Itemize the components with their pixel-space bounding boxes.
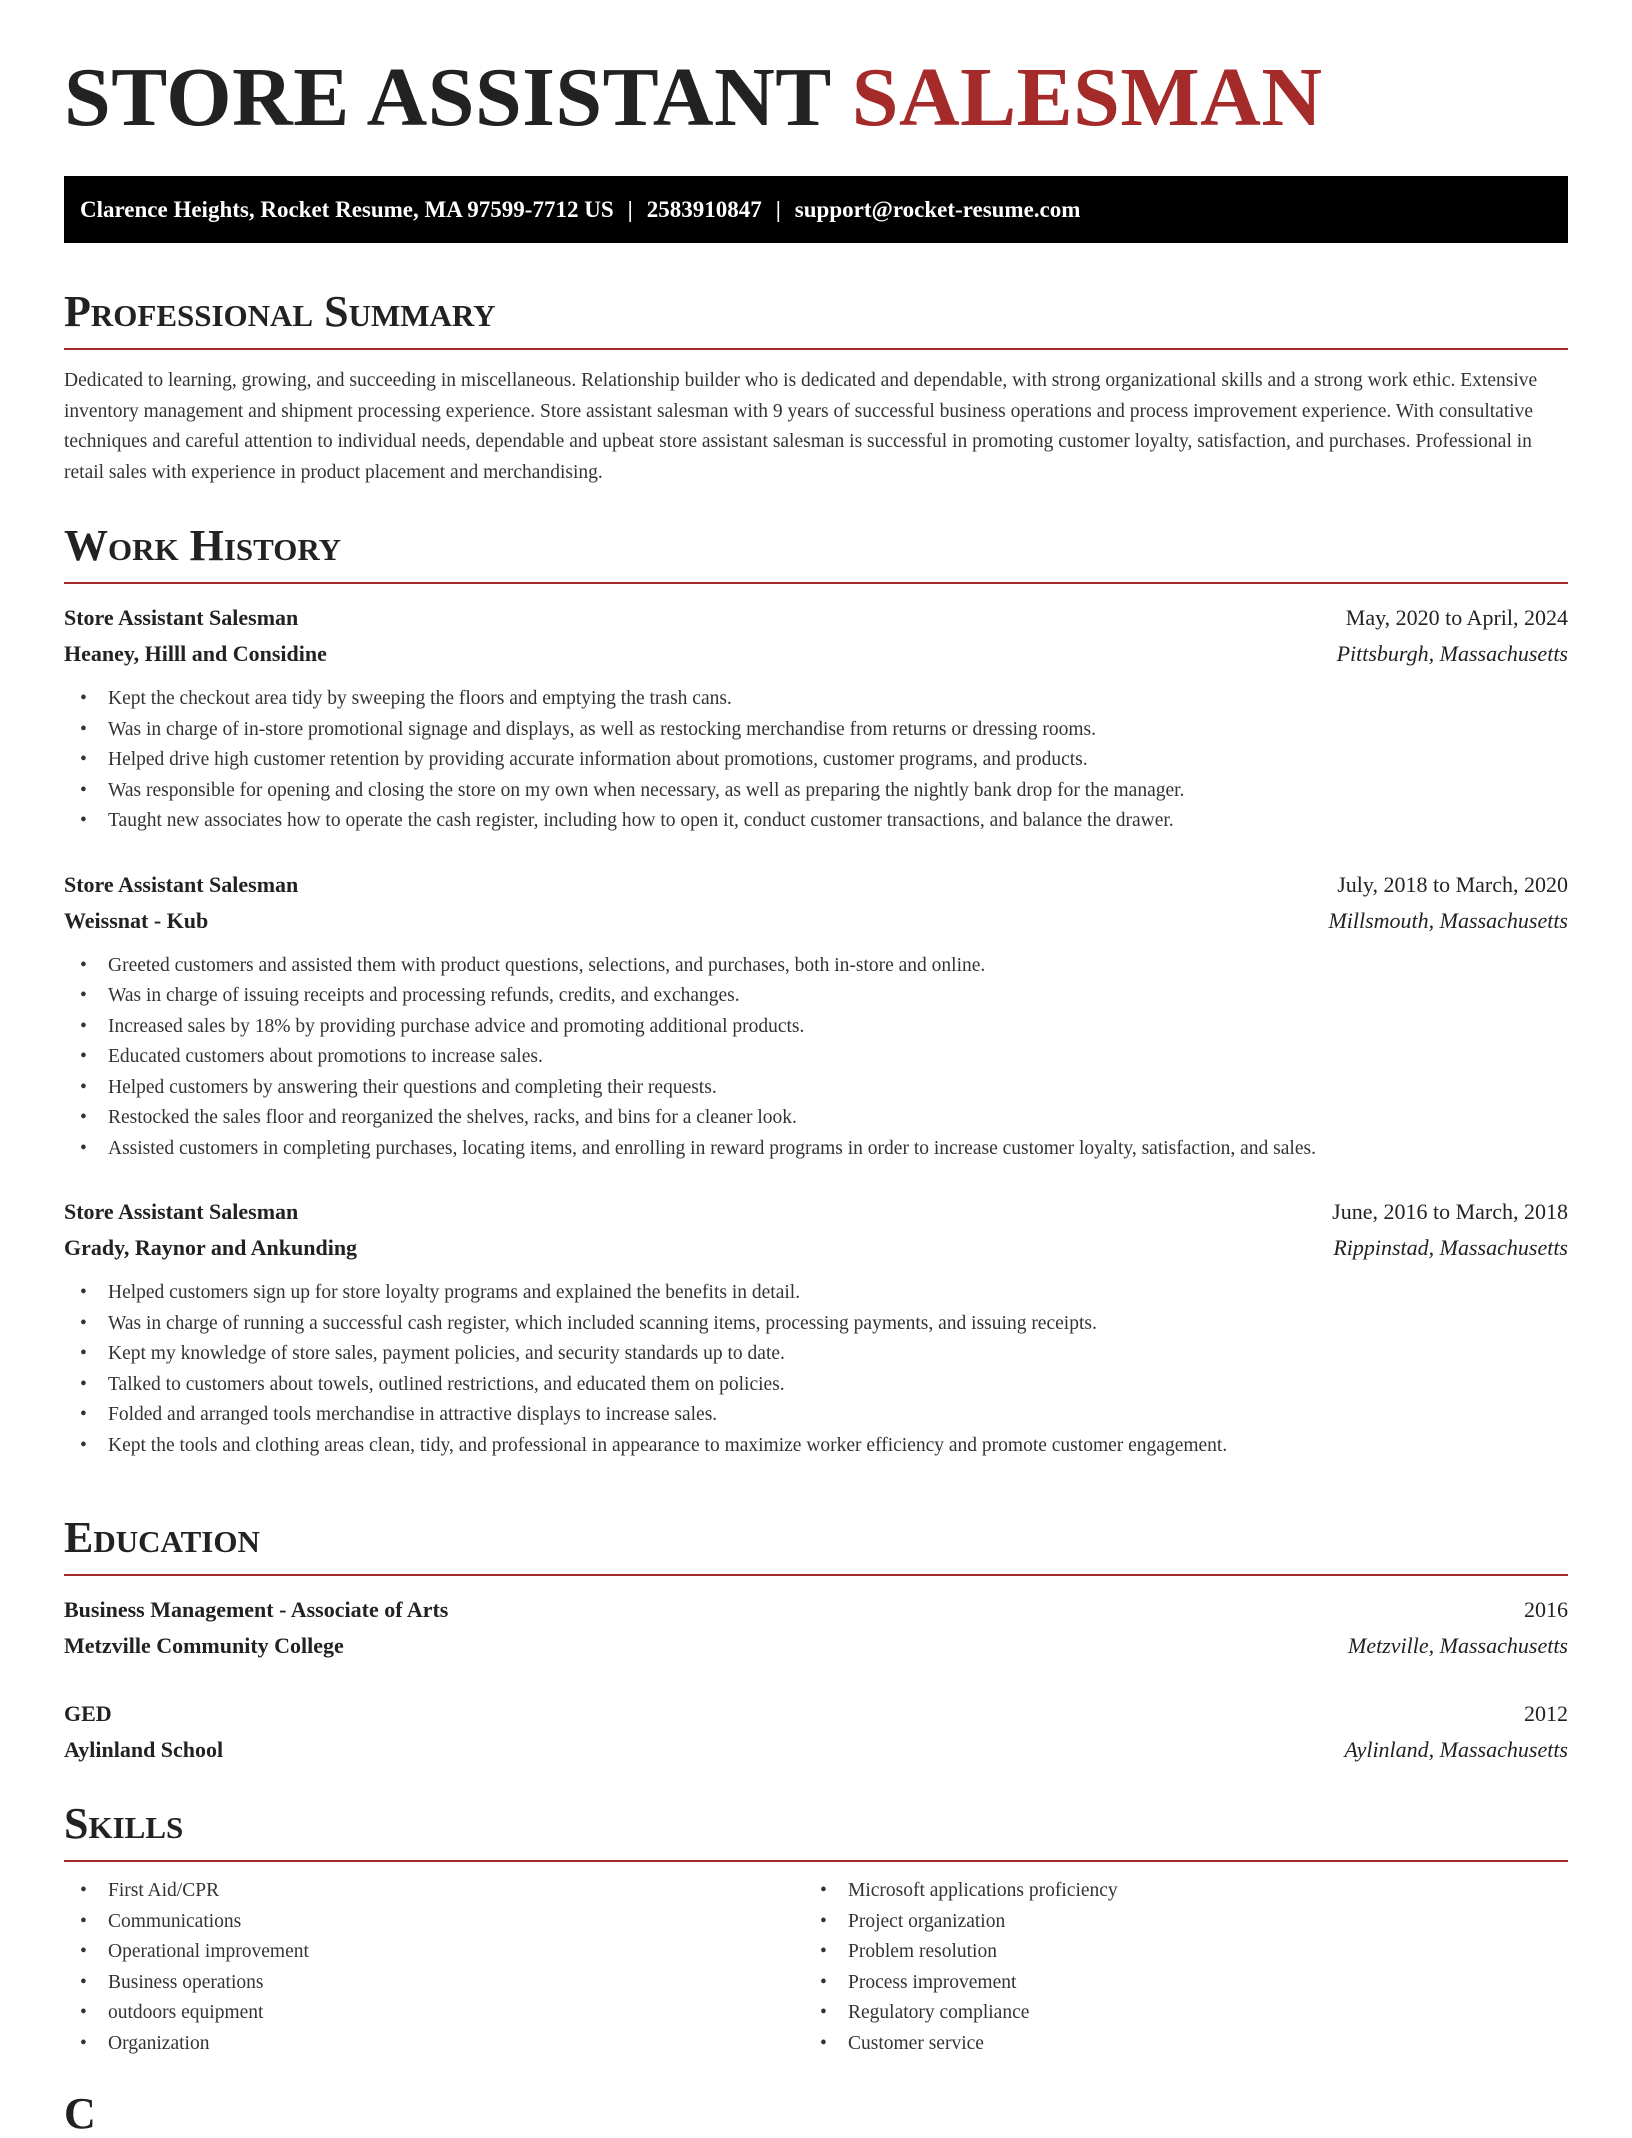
work-history-section (64, 521, 1568, 1461)
education-year: 2012 (1524, 1701, 1568, 1726)
job-bullet: • Kept the checkout area tidy by sweeping the floors and emptying the trash cans. (80, 684, 1568, 715)
job-entry (64, 1194, 1568, 1461)
education-section (64, 1513, 1568, 1768)
job-location: Rippinstad, Massachusetts (1333, 1235, 1568, 1260)
job-bullet: • Increased sales by 18% by providing purchase advice and promoting additional products. (80, 1012, 1568, 1043)
job-bullet: • Educated customers about promotions to increase sales. (80, 1042, 1568, 1073)
skill-item: • Organization (80, 2029, 804, 2060)
job-bullet: • Was responsible for opening and closing the store on my own when necessary, as well as preparing the nightly bank drop for the manager. (80, 776, 1568, 807)
job-title: Store Assistant Salesman (64, 1199, 299, 1224)
education-degree: GED (64, 1701, 112, 1726)
job-bullet: • Helped drive high customer retention by providing accurate information about promotions, customer programs, and products. (80, 745, 1568, 776)
skill-item: • Communications (80, 1907, 804, 1938)
skill-item: • First Aid/CPR (80, 1876, 804, 1907)
contact-address: Clarence Heights, Rocket Resume, MA 97599-7712 US (80, 196, 614, 222)
contact-phone: 2583910847 (646, 196, 762, 222)
contact-bar (64, 176, 1568, 243)
job-bullet: • Kept my knowledge of store sales, payment policies, and security standards up to date. (80, 1339, 1568, 1370)
skills-column-right (804, 1876, 1544, 2059)
education-year: 2016 (1524, 1597, 1568, 1622)
job-entry (64, 600, 1568, 837)
job-company: Grady, Raynor and Ankunding (64, 1235, 358, 1260)
job-bullet: • Assisted customers in completing purchases, locating items, and enrolling in reward programs in order to increase customer loyalty, satisfaction, and sales. (80, 1134, 1568, 1165)
skill-item: • Regulatory compliance (820, 1998, 1544, 2029)
skill-item: • Microsoft applications proficiency (820, 1876, 1544, 1907)
education-school: Metzville Community College (64, 1633, 344, 1658)
title-main: STORE ASSISTANT (64, 51, 831, 144)
job-bullets (64, 951, 1568, 1165)
education-entry (64, 1592, 1568, 1664)
job-entry (64, 867, 1568, 1165)
skill-item: • Project organization (820, 1907, 1544, 1938)
title-accent: SALESMAN (851, 51, 1323, 144)
job-title: Store Assistant Salesman (64, 605, 299, 630)
job-location: Millsmouth, Massachusetts (1328, 907, 1568, 933)
skill-item: • Customer service (820, 2029, 1544, 2060)
job-dates: May, 2020 to April, 2024 (1345, 605, 1568, 630)
contact-email: support@rocket-resume.com (794, 196, 1081, 222)
education-school-row (64, 1628, 1568, 1664)
education-header-row (64, 1592, 1568, 1628)
resume-title (64, 51, 1323, 144)
job-bullet: • Taught new associates how to operate the cash register, including how to open it, conduct customer transactions, and balance the drawer. (80, 806, 1568, 837)
summary-section (64, 287, 1568, 488)
education-entry (64, 1696, 1568, 1768)
contact-separator: | (627, 196, 633, 222)
job-header-row (64, 867, 1568, 903)
section-heading: Professional Summary (64, 290, 1568, 350)
job-company: Heaney, Hilll and Considine (64, 641, 327, 666)
education-location: Metzville, Massachusetts (1348, 1633, 1568, 1658)
section-heading: Work History (64, 524, 1568, 584)
job-dates: June, 2016 to March, 2018 (1332, 1199, 1568, 1224)
skill-item: • Business operations (80, 1968, 804, 1999)
job-bullet: • Was in charge of in-store promotional signage and displays, as well as restocking merchandise from returns or dressing rooms. (80, 715, 1568, 746)
job-bullet: • Folded and arranged tools merchandise in attractive displays to increase sales. (80, 1400, 1568, 1431)
section-heading: Education (64, 1516, 1568, 1576)
education-degree: Business Management - Associate of Arts (64, 1597, 449, 1622)
job-dates: July, 2018 to March, 2020 (1337, 871, 1568, 897)
job-company: Weissnat - Kub (64, 907, 209, 933)
job-bullet: • Was in charge of issuing receipts and processing refunds, credits, and exchanges. (80, 981, 1568, 1012)
job-bullets (64, 1278, 1568, 1461)
next-section-heading-partial: C (64, 2089, 96, 2138)
job-location: Pittsburgh, Massachusetts (1336, 641, 1568, 666)
job-company-row (64, 636, 1568, 672)
skill-item: • Process improvement (820, 1968, 1544, 1999)
job-bullet: • Helped customers sign up for store loyalty programs and explained the benefits in detail. (80, 1278, 1568, 1309)
education-header-row (64, 1696, 1568, 1732)
summary-text: Dedicated to learning, growing, and succeeding in miscellaneous. Relationship builder who is dedicated and dependable, with strong organizational skills and a strong work ethic. Extensive inventory management and shipment processing experience. Store assistant salesman with 9 years of successful business operations and process improvement experience. With consultative techniques and careful attention to individual needs, dependable and upbeat store assistant salesman is successful in promoting customer loyalty, satisfaction, and purchases. Professional in retail sales with experience in product placement and merchandising. (64, 370, 1538, 483)
job-company-row (64, 1230, 1568, 1266)
job-bullet: • Restocked the sales floor and reorganized the shelves, racks, and bins for a cleaner look. (80, 1103, 1568, 1134)
skill-item: • Problem resolution (820, 1937, 1544, 1968)
job-bullet: • Was in charge of running a successful cash register, which included scanning items, processing payments, and issuing receipts. (80, 1309, 1568, 1340)
job-bullets (64, 684, 1568, 837)
education-location: Aylinland, Massachusetts (1344, 1737, 1568, 1762)
job-title: Store Assistant Salesman (64, 871, 299, 897)
job-bullet: • Kept the tools and clothing areas clean, tidy, and professional in appearance to maximize worker efficiency and promote customer engagement. (80, 1431, 1568, 1462)
skills-column-left (64, 1876, 804, 2059)
job-header-row (64, 1194, 1568, 1230)
job-header-row (64, 600, 1568, 636)
job-company-row (64, 903, 1568, 939)
job-bullet: • Talked to customers about towels, outlined restrictions, and educated them on policies. (80, 1370, 1568, 1401)
section-heading: Skills (64, 1802, 1568, 1862)
contact-separator: | (775, 196, 781, 222)
skill-item: • outdoors equipment (80, 1998, 804, 2029)
job-bullet: • Greeted customers and assisted them with product questions, selections, and purchases, both in-store and online. (80, 951, 1568, 982)
skills-columns (64, 1876, 1568, 2059)
job-bullet: • Helped customers by answering their questions and completing their requests. (80, 1073, 1568, 1104)
skills-section (64, 1799, 1568, 2059)
skill-item: • Operational improvement (80, 1937, 804, 1968)
education-school: Aylinland School (64, 1737, 224, 1762)
education-school-row (64, 1732, 1568, 1768)
